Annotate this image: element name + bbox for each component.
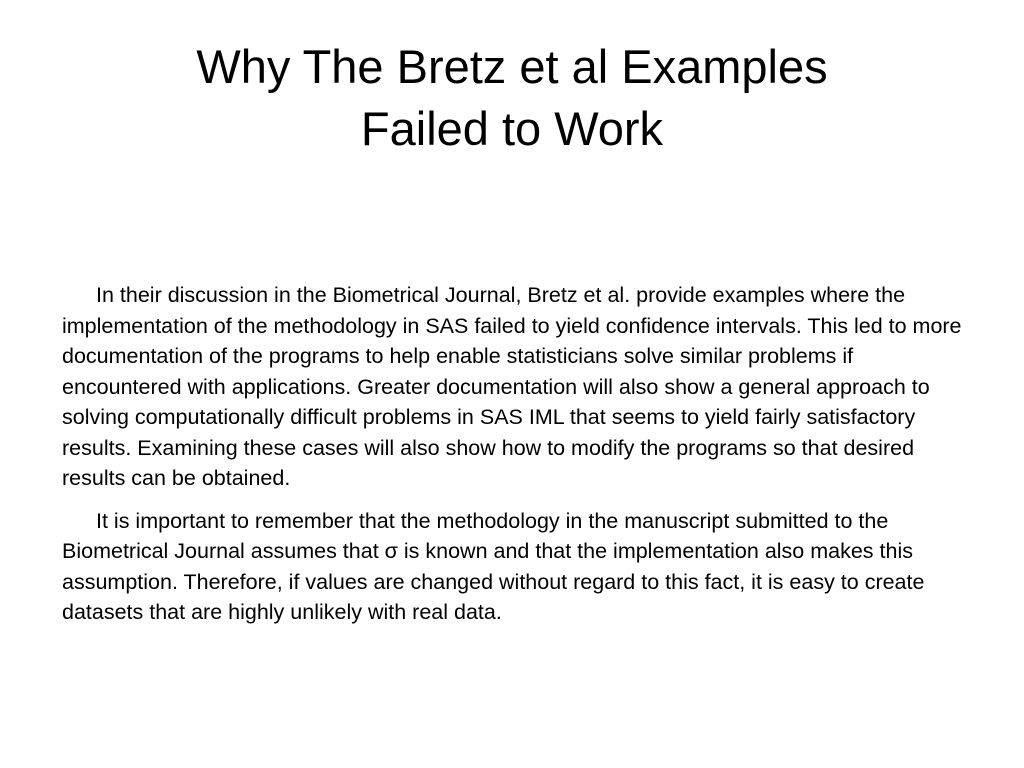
body-paragraph-2: It is important to remember that the methodology in the manuscript submitted to the Biometrical Journal assumes that σ is known and that the implementation also makes this assumption. Therefore, if values are changed without regard to this fact, it is easy to create datasets that are highly unlikely with real data. (62, 508, 925, 624)
slide-title-line-1: Why The Bretz et al Examples (196, 40, 828, 93)
slide-title (60, 36, 964, 160)
slide-title-line-2: Failed to Work (360, 102, 664, 155)
body-paragraph-1: In their discussion in the Biometrical Journal, Bretz et al. provide examples where the implementation of the methodology in SAS failed to yield confidence intervals. This led to more documentation of the programs to help enable statisticians solve similar problems if encountered with applications. Greater documentation will also show a general approach to solving computationally difficult problems in SAS IML that seems to yield fairly satisfactory results. Examining these cases will also show how to modify the programs so that desired results can be obtained. (62, 283, 962, 490)
slide-body (62, 280, 962, 640)
